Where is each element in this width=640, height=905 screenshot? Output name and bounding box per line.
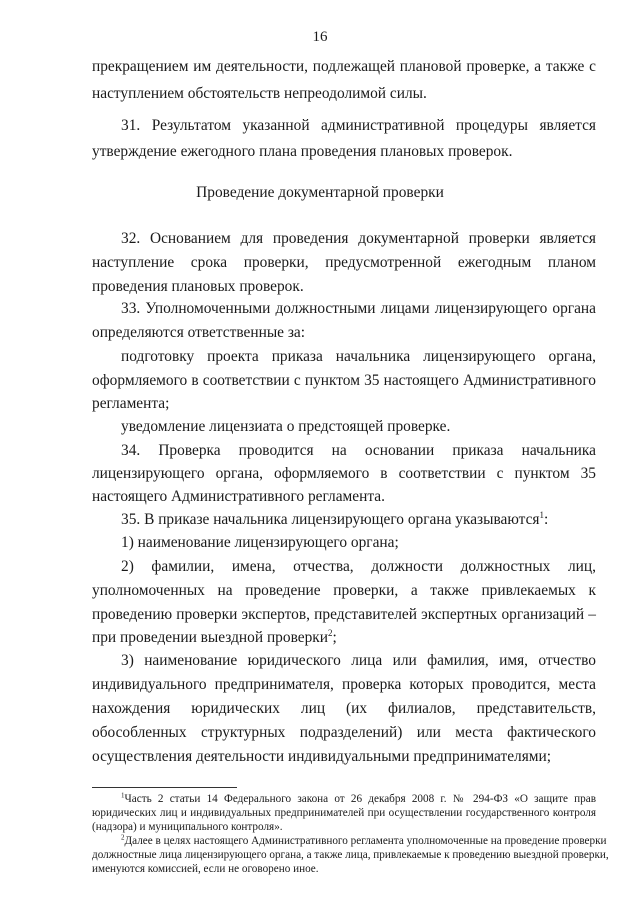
text-line: подготовку проекта приказа начальника лицензирующего органа, <box>121 348 596 365</box>
text-line: регламента; <box>92 395 170 412</box>
text-line: настоящего Административного регламента. <box>92 488 385 505</box>
footnote-marker: 2 <box>327 627 333 638</box>
text-line: утверждение ежегодного плана проведения плановых проверок. <box>92 143 513 160</box>
text-line: нахождения юридических лиц (их филиалов, представительств, <box>92 700 596 717</box>
text-line: уполномоченных на проведение проверки, а также привлекаемых к <box>92 582 596 599</box>
text-segment: 35. В приказе начальника лицензирующего органа указываются <box>121 511 540 528</box>
footnote-number: 1 <box>121 791 125 800</box>
footnote-separator <box>92 787 237 788</box>
footnote-marker: 1 <box>539 509 544 520</box>
text-line-with-footnote <box>121 510 596 530</box>
page-number: 16 <box>312 29 328 45</box>
text-line: лицензирующего органа, оформляемого в соответствии с пунктом 35 <box>92 465 596 482</box>
footnote-number: 2 <box>121 833 125 842</box>
list-item: 3) наименование юридического лица или фамилия, имя, отчество <box>121 652 596 669</box>
text-segment: : <box>543 511 549 528</box>
text-line: обособленных структурных подразделений) или места фактического <box>92 724 596 741</box>
text-line: проведения плановых проверок. <box>92 278 304 295</box>
text-segment: при проведении выездной проверки <box>92 629 328 646</box>
text-line: осуществления деятельности индивидуальными предпринимателями; <box>92 748 552 765</box>
text-line: прекращением им деятельности, подлежащей плановой проверке, а также с <box>92 58 596 75</box>
footnote-line: должностные лица лицензирующего органа, а также лица, привлекаемые к проведению выездной проверки, <box>92 849 609 861</box>
section-heading: Проведение документарной проверки <box>196 184 444 201</box>
text-line: проведению проверки экспертов, представителей экспертных организаций – <box>92 606 596 623</box>
footnote-1 <box>121 792 596 806</box>
text-line: 34. Проверка проводится на основании приказа начальника <box>121 442 596 459</box>
text-line: уведомление лицензиата о предстоящей проверке. <box>121 418 451 435</box>
text-line-with-footnote <box>92 628 596 648</box>
list-item: 2) фамилии, имена, отчества, должности должностных лиц, <box>121 558 596 575</box>
footnote-line: юридических лиц и индивидуальных предпринимателей при осуществлении государственного контроля <box>92 807 596 819</box>
text-line: определяются ответственные за: <box>92 324 306 341</box>
footnote-line: (надзора) и муниципального контроля». <box>92 821 283 833</box>
footnote-text: Часть 2 статьи 14 Федерального закона от 26 декабря 2008 г. № 294-ФЗ «О защите прав <box>124 793 596 805</box>
footnote-line: именуются комиссией, если не оговорено иное. <box>92 863 319 875</box>
text-segment: ; <box>332 629 337 646</box>
footnote-2 <box>121 833 607 848</box>
text-line: 32. Основанием для проведения документарной проверки является <box>121 230 596 247</box>
text-line: оформляемого в соответствии с пунктом 35 настоящего Административного <box>92 372 596 389</box>
footnote-text: Далее в целях настоящего Административного регламента уполномоченные на проведение проверки <box>124 835 607 847</box>
text-line: индивидуального предпринимателя, проверка которых проводится, места <box>92 676 596 693</box>
text-line: 33. Уполномоченными должностными лицами лицензирующего органа <box>121 300 596 317</box>
text-line: наступление срока проверки, предусмотренной ежегодным планом <box>92 254 596 271</box>
text-line: 31. Результатом указанной административной процедуры является <box>121 117 596 134</box>
text-line: наступлением обстоятельств непреодолимой силы. <box>92 85 427 102</box>
list-item: 1) наименование лицензирующего органа; <box>121 534 399 551</box>
